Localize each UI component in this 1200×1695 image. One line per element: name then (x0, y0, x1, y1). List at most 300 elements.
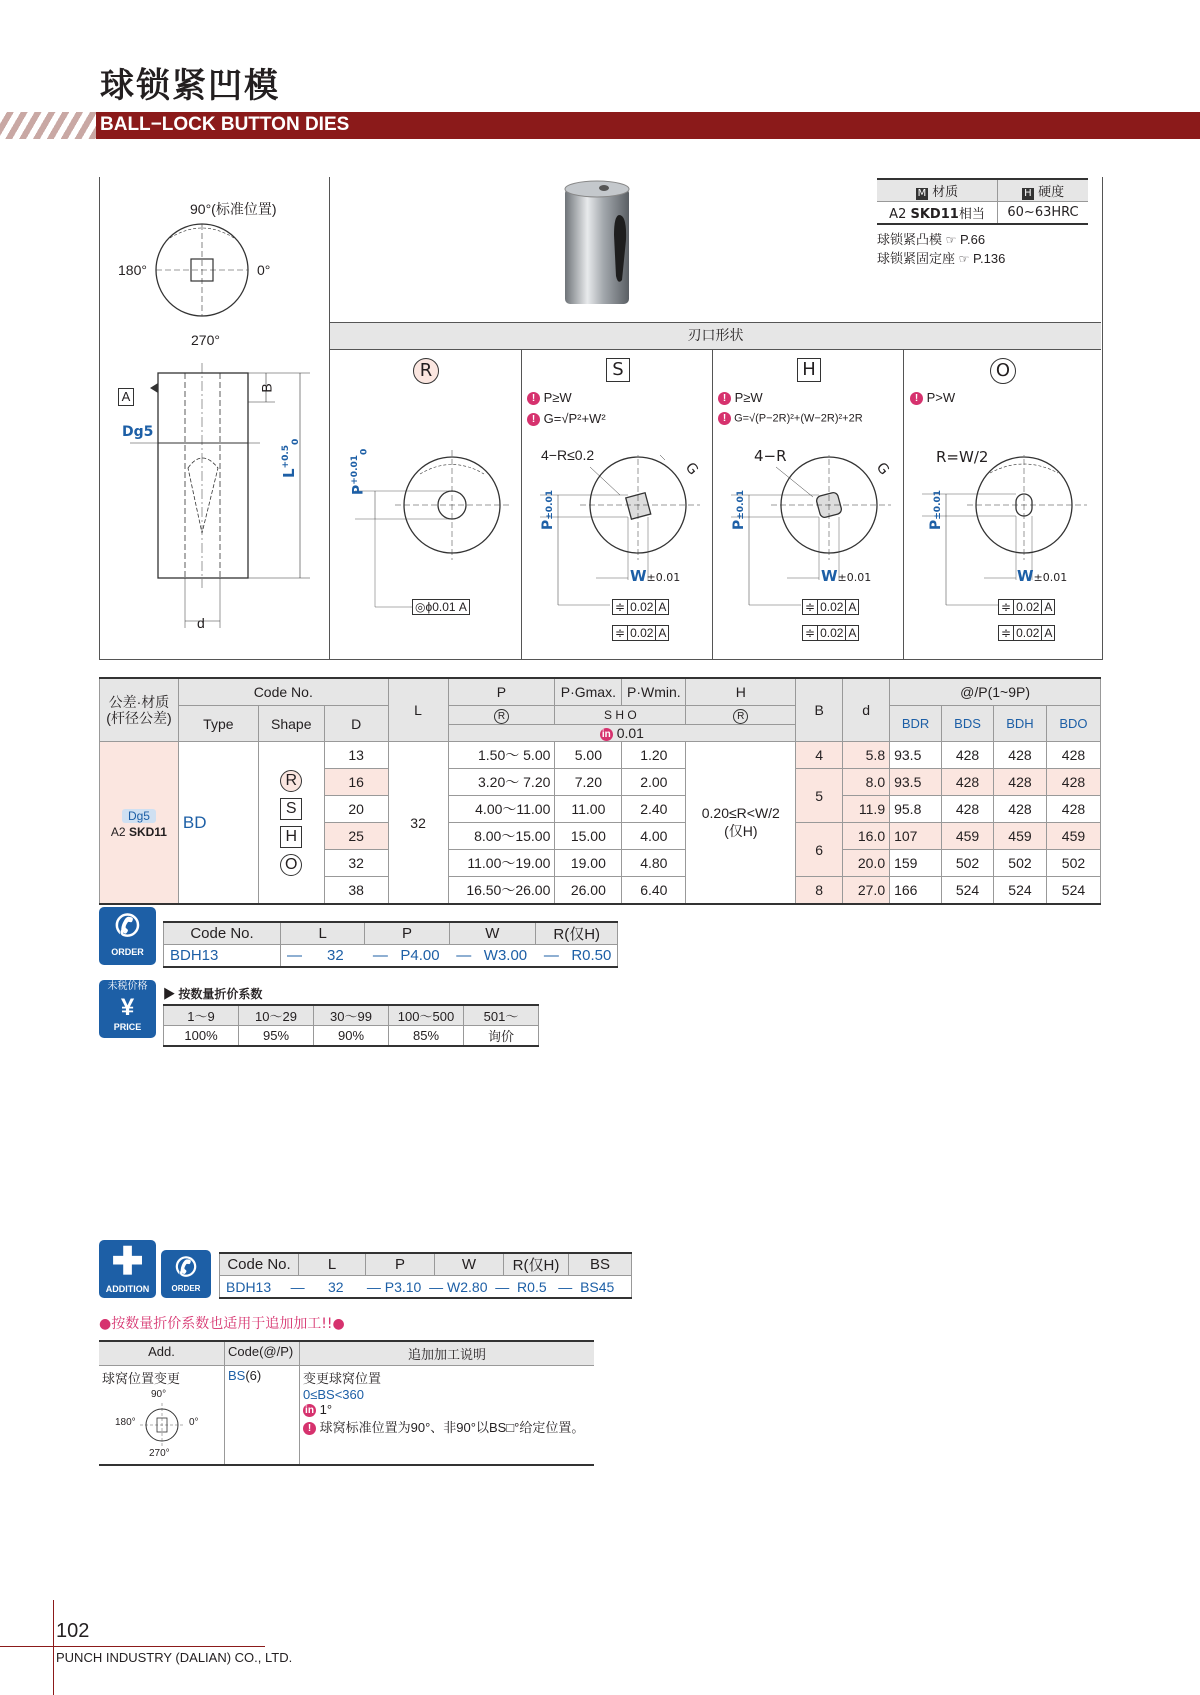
shape-h-corner-text: 4−R (754, 447, 787, 465)
add-desc4-text: 球窝标准位置为90°、非90°以BS□°给定位置。 (319, 1420, 585, 1436)
add-sep: — (366, 1278, 381, 1295)
pw-value: 4.80 (622, 850, 686, 877)
price-bdr: 93.5 (890, 769, 942, 796)
shape-o-letter: O (990, 358, 1016, 384)
symmetry-icon: ≑ (999, 626, 1014, 640)
col-price-bdo: BDO (1046, 706, 1100, 742)
add-w: W2.80 (447, 1278, 488, 1295)
order-h-r: R(仅H) (536, 922, 618, 945)
add-row-code: BS (228, 1368, 246, 1383)
price-bds: 428 (942, 796, 994, 823)
warning-icon: ! (527, 413, 540, 426)
shape-o-gdt1 (998, 599, 1055, 615)
add-l: 32 (327, 1278, 344, 1295)
shape-s-w-tol: ±0.01 (646, 571, 681, 584)
company-name: PUNCH INDUSTRY (DALIAN) CO., LTD. (56, 1650, 293, 1665)
blade-divider-1 (521, 350, 522, 659)
yen-icon: ¥ (120, 994, 135, 1021)
price-bdo: 428 (1046, 796, 1100, 823)
dim-b-label: B (258, 383, 275, 393)
shape-h-gdt1 (802, 599, 859, 615)
warning-icon: ! (910, 392, 923, 405)
add-p: P3.10 (384, 1278, 422, 1295)
symmetry-icon: ≑ (803, 626, 818, 640)
shape-s-gdt2-datum: A (658, 626, 667, 640)
shape-o-gdt2 (998, 625, 1055, 641)
add-h-r: R(仅H) (504, 1253, 569, 1276)
tol-badge: Dg5 (122, 809, 156, 823)
shape-s-badge (606, 358, 630, 382)
dim-l-tol-upper: +0.5 (281, 444, 291, 469)
qty-1: 1〜9 (164, 1005, 239, 1026)
b-value: 5 (796, 769, 843, 823)
angle-270-label: 270° (191, 332, 220, 348)
shape-s-g: G (681, 459, 702, 479)
shape-o-badge (990, 358, 1016, 384)
pointing-hand-icon: ☞ (945, 233, 957, 247)
price-bds: 428 (942, 742, 994, 769)
shape-r-p: P (350, 484, 367, 495)
shape-h-g: G (872, 459, 893, 479)
add-h-w: W (435, 1253, 504, 1276)
type-cell: BD (178, 742, 258, 905)
order-w: W3.00 (483, 947, 528, 964)
price-bdo: 459 (1046, 823, 1100, 850)
order-example-values (281, 945, 618, 968)
shape-o-note1-text: P>W (926, 390, 956, 405)
shape-s-gdt1-val: 0.02 (628, 600, 656, 614)
rate-5: 询价 (464, 1026, 539, 1047)
banner-stripes (0, 112, 96, 139)
add-h-bs: BS (569, 1253, 632, 1276)
shape-h-p: P (731, 519, 747, 530)
shape-r-badge (413, 358, 439, 384)
p-range: 3.20〜 7.20 (448, 769, 555, 796)
price-bdo: 428 (1046, 742, 1100, 769)
shape-r-mark: R (280, 770, 302, 792)
d-value: 25 (324, 823, 388, 850)
price-bdr: 159 (890, 850, 942, 877)
shape-s-note1 (527, 390, 572, 405)
shape-s-w: W (630, 567, 647, 585)
order-sep: — (372, 947, 388, 964)
ref-punch[interactable] (877, 229, 1088, 248)
add-r: R0.5 (517, 1278, 547, 1295)
price-bds: 502 (942, 850, 994, 877)
col-p-shape (448, 706, 555, 725)
ref-retainer-page: P.136 (973, 251, 1006, 266)
col-shape: Shape (258, 706, 324, 742)
price-bds: 459 (942, 823, 994, 850)
col-b: B (796, 678, 843, 742)
shape-r-p-label (350, 449, 369, 495)
mini-0: 0° (189, 1417, 199, 1428)
add-row-price: (6) (245, 1368, 262, 1383)
d-value: 20 (324, 796, 388, 823)
shape-h-p-label (731, 490, 747, 530)
price-bdr: 107 (890, 823, 942, 850)
add-example-values (220, 1276, 632, 1299)
col-tol-mat-sub: (杆径公差) (106, 710, 172, 726)
add-sep: — (495, 1278, 510, 1295)
dim-l-label (280, 439, 301, 478)
p-range: 8.00〜15.00 (448, 823, 555, 850)
page-number: 102 (56, 1620, 90, 1642)
add-row-desc-cell (300, 1366, 595, 1466)
shape-o-gdt1-val: 0.02 (1014, 600, 1042, 614)
h-range-text: 0.20≤R<W/2 (701, 804, 780, 821)
material-box (877, 178, 1088, 267)
shape-h-note1-text: P≥W (734, 390, 763, 405)
price-icon-top: 未税价格 (107, 981, 148, 992)
pg-value: 5.00 (555, 742, 622, 769)
mat-a2: A2 (110, 824, 129, 839)
addition-icon (99, 1240, 156, 1298)
front-side-drawing (100, 178, 328, 658)
shape-h-mark: H (280, 826, 302, 848)
shape-h-note2 (718, 412, 863, 425)
material-header (877, 179, 998, 202)
shape-h-gdt2-val: 0.02 (818, 626, 846, 640)
shape-s-p: P (540, 519, 556, 530)
pw-value: 4.00 (622, 823, 686, 850)
blade-divider-2 (712, 350, 713, 659)
shape-s-letter: S (606, 358, 630, 382)
shape-s-note1-text: P≥W (543, 390, 572, 405)
order-h-code: Code No. (164, 922, 281, 945)
col-tol-mat (100, 678, 179, 742)
dim-dg5-text: Dg5 (122, 424, 154, 440)
material-value (877, 202, 998, 225)
col-pwmin: P·Wmin. (622, 678, 686, 706)
col-d: D (324, 706, 388, 742)
price-bdr: 93.5 (890, 742, 942, 769)
rate-1: 100% (164, 1026, 239, 1047)
col-h: H (686, 678, 796, 706)
symmetry-icon: ≑ (999, 600, 1014, 614)
price-bdr: 166 (890, 877, 942, 905)
price-bdh: 428 (994, 742, 1047, 769)
frame-divider-vertical (329, 177, 330, 659)
col-inc (448, 725, 796, 742)
b-value: 4 (796, 742, 843, 769)
l-value: 32 (388, 742, 448, 905)
shape-o-w: W (1017, 567, 1034, 585)
d-small-value: 8.0 (843, 769, 890, 796)
shape-r-tol-low: 0 (359, 448, 370, 455)
symmetry-icon: ≑ (613, 600, 628, 614)
ref-punch-label: 球锁紧凸模 (877, 232, 943, 247)
shape-s-note2 (527, 411, 606, 426)
hardness-label: 硬度 (1038, 185, 1065, 200)
price-icon-label: PRICE (113, 1022, 142, 1032)
ref-retainer[interactable] (877, 248, 1088, 267)
shape-h-w: W (821, 567, 838, 585)
p-range: 16.50〜26.00 (448, 877, 555, 905)
mat-skd: SKD11 (128, 824, 167, 839)
col-code-no: Code No. (178, 678, 388, 706)
shape-o-w-tol: ±0.01 (1033, 571, 1068, 584)
order-table (163, 921, 618, 968)
d-value: 16 (324, 769, 388, 796)
footer-vline (53, 1600, 54, 1695)
dim-d-label: d (197, 615, 205, 631)
d-value: 38 (324, 877, 388, 905)
footer-hline (0, 1646, 265, 1647)
shape-s-corner: 4−R≤0.2 (541, 447, 595, 463)
b-value: 6 (796, 823, 843, 877)
order-example-code: BDH13 (164, 945, 281, 968)
addition-note: ●按数量折价系数也适用于追加加工!!● (99, 1316, 345, 1332)
p-range: 11.00〜19.00 (448, 850, 555, 877)
add-sep: — (290, 1278, 305, 1295)
qty-3: 30〜99 (314, 1005, 389, 1026)
add-row-name-cell (99, 1366, 225, 1466)
material-skd: SKD11 (910, 207, 959, 222)
pw-value: 2.40 (622, 796, 686, 823)
col-price-bdh: BDH (994, 706, 1047, 742)
qty-5: 501〜 (464, 1005, 539, 1026)
material-icon: M (917, 188, 927, 199)
d-value: 32 (324, 850, 388, 877)
col-p-shape-r: R (494, 709, 509, 724)
shape-s-gdt1-datum: A (658, 600, 667, 614)
title-banner (0, 112, 1200, 139)
qty-4: 100〜500 (389, 1005, 464, 1026)
add-desc4 (303, 1417, 591, 1436)
pg-value: 19.00 (555, 850, 622, 877)
price-bdo: 428 (1046, 769, 1100, 796)
add-h-l: L (299, 1253, 366, 1276)
shape-o-gdt2-val: 0.02 (1014, 626, 1042, 640)
increment-icon: in (600, 728, 613, 741)
shape-h-badge (797, 358, 821, 382)
pg-value: 11.00 (555, 796, 622, 823)
price-bdo: 502 (1046, 850, 1100, 877)
blade-shapes-heading: 刃口形状 (330, 323, 1101, 350)
price-bds: 428 (942, 769, 994, 796)
h-range (686, 742, 796, 905)
qty-2: 10〜29 (239, 1005, 314, 1026)
warning-icon: ! (303, 1422, 316, 1435)
plus-icon: ✚ (111, 1241, 144, 1283)
shape-o-mark: O (280, 854, 302, 876)
p-range: 1.50〜 5.00 (448, 742, 555, 769)
material-table (877, 178, 1088, 225)
col-l: L (388, 678, 448, 742)
shape-o-gdt2-datum: A (1044, 626, 1053, 640)
col-price-bds: BDS (942, 706, 994, 742)
shape-o-corner: R=W/2 (936, 448, 989, 466)
spec-table (99, 677, 1101, 905)
hardness-header (998, 179, 1089, 202)
shape-h-letter: H (797, 358, 821, 382)
shape-r-letter: R (413, 358, 439, 384)
price-bdr: 95.8 (890, 796, 942, 823)
mini-180: 180° (115, 1417, 136, 1428)
shape-h-note1 (718, 390, 763, 405)
price-bdh: 428 (994, 796, 1047, 823)
shape-r-tol-up: +0.01 (350, 454, 360, 485)
pw-value: 1.20 (622, 742, 686, 769)
shape-h-gdt2-datum: A (848, 626, 857, 640)
addition-table (99, 1340, 594, 1466)
ref-retainer-label: 球锁紧固定座 (877, 251, 956, 266)
p-range: 4.00〜11.00 (448, 796, 555, 823)
addition-order-label: ORDER (171, 1284, 201, 1293)
order-sep: — (287, 947, 302, 964)
col-price: @/P(1~9P) (890, 678, 1101, 706)
blade-divider-3 (903, 350, 904, 659)
col-price-bdr: BDR (890, 706, 942, 742)
add-row-name: 球窝位置变更 (102, 1371, 181, 1386)
shape-h-gdt1-val: 0.02 (818, 600, 846, 614)
shape-s-tol: ±0.01 (545, 489, 555, 520)
col-d-small: d (843, 678, 890, 742)
price-bdh: 459 (994, 823, 1047, 850)
col-tol-mat-text: 公差·材质 (108, 694, 170, 710)
angle-90-label: 90°(标准位置) (190, 201, 277, 217)
mini-90: 90° (151, 1389, 167, 1400)
b-value: 8 (796, 877, 843, 905)
add-table-h-code: Code(@/P) (225, 1341, 300, 1366)
dim-l-text: L (280, 468, 298, 478)
col-pgmax: P·Gmax. (555, 678, 622, 706)
shape-s-gdt2-val: 0.02 (628, 626, 656, 640)
price-bdh: 524 (994, 877, 1047, 905)
order-sep: — (543, 947, 559, 964)
pg-value: 15.00 (555, 823, 622, 850)
order-example-row (164, 945, 618, 968)
order-icon-label: ORDER (111, 947, 144, 957)
page-title-cn: 球锁紧凹模 (100, 66, 280, 106)
price-bdh: 428 (994, 769, 1047, 796)
spec-body (100, 742, 1101, 905)
angle-180-label: 180° (118, 262, 147, 278)
col-h-shape (686, 706, 796, 725)
shape-o-tol: ±0.01 (933, 489, 943, 520)
warning-icon: ! (718, 392, 731, 405)
addition-order-icon (161, 1250, 211, 1298)
add-table-h-add: Add. (99, 1341, 225, 1366)
shape-s-gdt1 (612, 599, 669, 615)
pg-value: 26.00 (555, 877, 622, 905)
dim-l-tol-lower: 0 (291, 438, 301, 445)
shape-o-p-label (928, 490, 944, 530)
symmetry-icon: ≑ (803, 600, 818, 614)
order-h-l: L (281, 922, 365, 945)
pw-value: 2.00 (622, 769, 686, 796)
col-type: Type (178, 706, 258, 742)
shape-o-note1 (910, 390, 955, 405)
order-l: 32 (327, 947, 344, 964)
addition-order-table (219, 1252, 632, 1299)
add-h-p: P (366, 1253, 435, 1276)
material-a2: A2 (889, 207, 907, 222)
add-desc2: 0≤BS<360 (303, 1387, 364, 1402)
spec-row (100, 742, 1101, 769)
order-p: P4.00 (400, 947, 440, 964)
rate-4: 85% (389, 1026, 464, 1047)
rate-3: 90% (314, 1026, 389, 1047)
d-value: 13 (324, 742, 388, 769)
add-code: BDH13 (226, 1278, 272, 1295)
shape-o-gdt1-datum: A (1044, 600, 1053, 614)
col-p: P (448, 678, 555, 706)
symmetry-icon: ≑ (613, 626, 628, 640)
phone-icon: ✆ (175, 1252, 197, 1282)
price-table (163, 1004, 539, 1047)
price-heading: ▶ 按数量折价系数 (163, 987, 263, 1001)
order-icon (99, 907, 156, 965)
dim-dg5-label (122, 424, 153, 440)
datum-a-label: A (118, 388, 134, 406)
shape-s-gdt2 (612, 625, 669, 641)
shape-h-note2-text: G=√(P−2R)²+(W−2R)²+2R (734, 412, 863, 425)
h-range-only: (仅H) (724, 822, 758, 839)
add-table-h-desc: 追加加工说明 (300, 1341, 595, 1366)
order-h-w: W (449, 922, 535, 945)
d-small-value: 11.9 (843, 796, 890, 823)
order-sep: — (456, 947, 472, 964)
material-suffix: 相当 (958, 207, 985, 222)
order-h-p: P (365, 922, 449, 945)
price-bds: 524 (942, 877, 994, 905)
product-photo (564, 180, 630, 310)
hardness-icon: H (1022, 188, 1034, 200)
price-icon (99, 980, 156, 1038)
shape-s-note2-text: G=√P²+W² (543, 411, 606, 426)
pw-value: 6.40 (622, 877, 686, 905)
add-desc1: 变更球窝位置 (303, 1371, 382, 1386)
d-small-value: 16.0 (843, 823, 890, 850)
angle-0-label: 0° (257, 262, 271, 278)
warning-icon: ! (527, 392, 540, 405)
add-desc3-text: 1° (319, 1402, 333, 1417)
order-r: R0.50 (571, 947, 612, 964)
shape-s-w-label (630, 566, 680, 585)
mini-270: 270° (149, 1448, 170, 1459)
d-small-value: 27.0 (843, 877, 890, 905)
shape-h-gdt2 (802, 625, 859, 641)
shape-h-w-label (821, 566, 871, 585)
shape-o-w-label (1017, 566, 1067, 585)
phone-icon: ✆ (114, 910, 141, 943)
shape-h-tol: ±0.01 (736, 489, 746, 520)
add-sep: — (558, 1278, 573, 1295)
shape-r-gdt: ◎ϕ0.01 A (412, 599, 470, 615)
shape-s-p-label (540, 490, 556, 530)
shape-h-w-tol: ±0.01 (837, 571, 872, 584)
add-row-code-cell (225, 1366, 300, 1466)
warning-icon: ! (718, 412, 731, 425)
shape-h-gdt1-datum: A (848, 600, 857, 614)
rate-2: 95% (239, 1026, 314, 1047)
material-label: 材质 (932, 185, 959, 200)
add-h-code: Code No. (220, 1253, 299, 1276)
ref-punch-page: P.66 (960, 232, 986, 247)
pointing-hand-icon: ☞ (958, 252, 970, 266)
addition-icon-label: ADDITION (105, 1284, 150, 1294)
pg-value: 7.20 (555, 769, 622, 796)
shape-o-p: P (928, 519, 944, 530)
shape-s-mark: S (280, 798, 302, 820)
add-desc3 (303, 1402, 591, 1417)
add-bs: BS45 (580, 1278, 615, 1295)
col-h-shape-r: R (733, 709, 748, 724)
price-bdo: 524 (1046, 877, 1100, 905)
tol-mat-cell (100, 742, 179, 905)
